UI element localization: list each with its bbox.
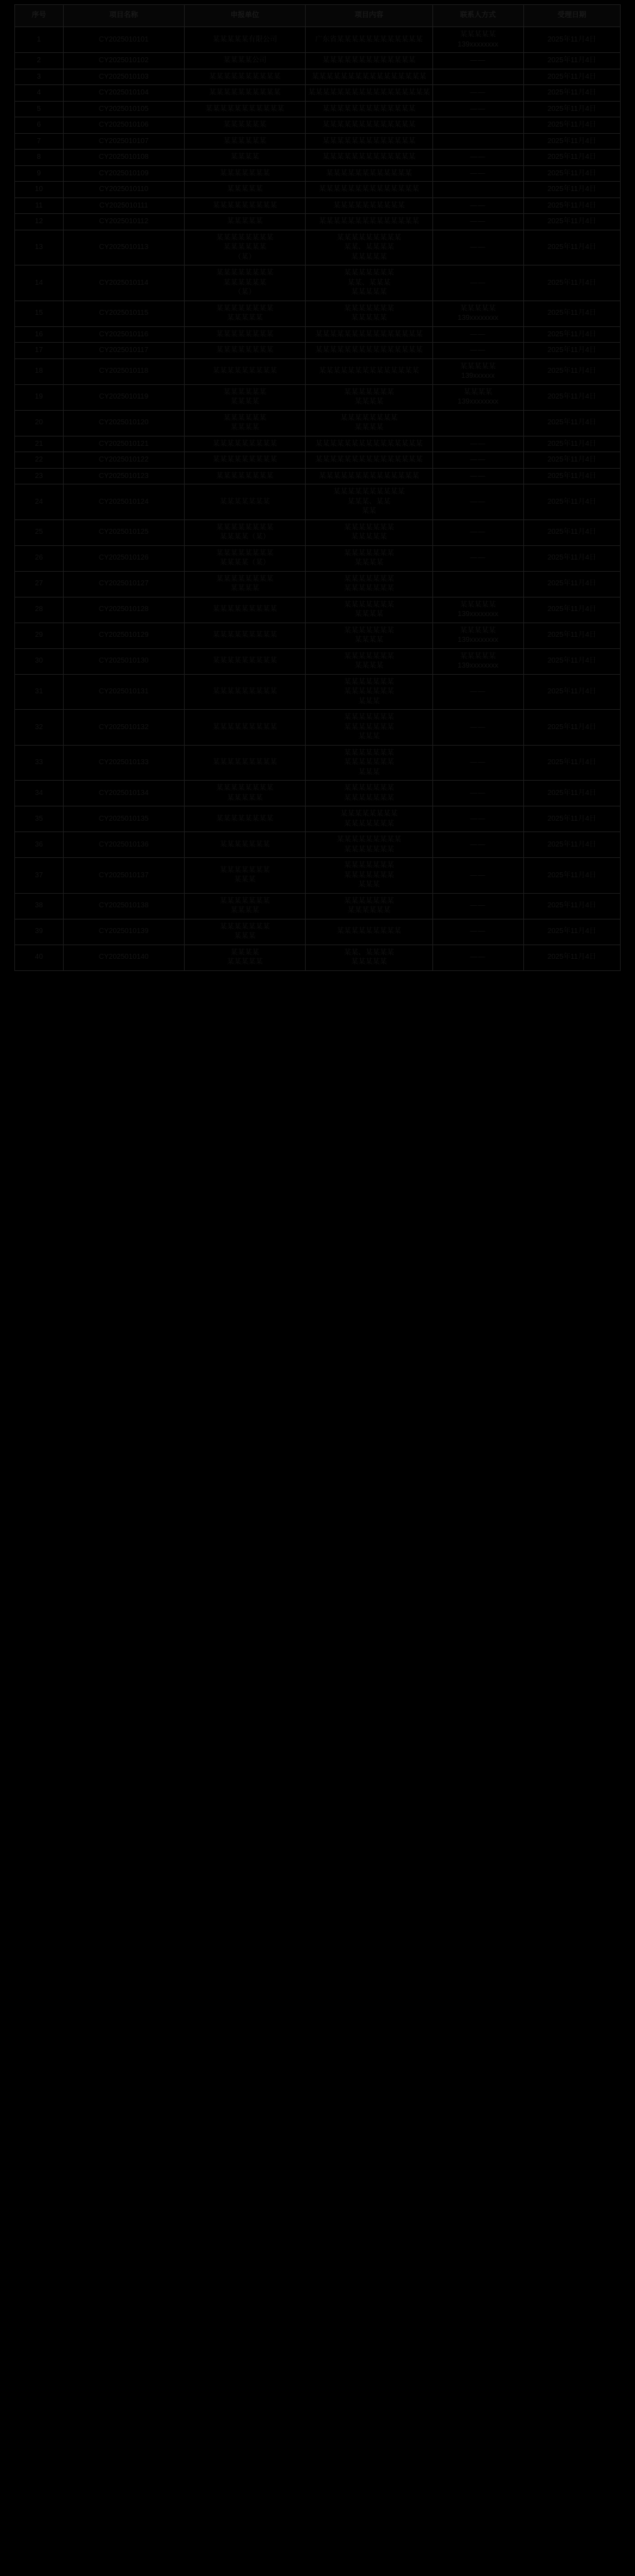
table-row — [15, 230, 621, 265]
cell-project-name: CY2025010113 — [63, 230, 184, 265]
cell-date: 2025年11月4日 — [523, 101, 620, 117]
cell-project-name: CY2025010128 — [63, 597, 184, 623]
cell-index: 8 — [15, 150, 64, 166]
cell-project-content: 广东省某某某某某某某某某某某某 — [306, 27, 433, 53]
cell-contact — [432, 117, 523, 134]
cell-date: 2025年11月4日 — [523, 384, 620, 410]
table-row — [15, 745, 621, 781]
cell-contact: —— — [432, 452, 523, 469]
cell-contact: —— — [432, 85, 523, 102]
cell-applicant: 某某某某某某某某某 — [184, 710, 305, 746]
table-row — [15, 597, 621, 623]
cell-project-content: 某某某某某某某某某某某某某 — [306, 53, 433, 69]
cell-project-content: 某某某某某某某某某某某某某某某 — [306, 326, 433, 343]
cell-contact: 某某某某某 139xxxxxxxx — [432, 623, 523, 648]
cell-date: 2025年11月4日 — [523, 945, 620, 970]
cell-date: 2025年11月4日 — [523, 468, 620, 484]
cell-project-name: CY2025010125 — [63, 519, 184, 545]
cell-index: 22 — [15, 452, 64, 469]
table-row — [15, 648, 621, 674]
cell-contact: —— — [432, 53, 523, 69]
cell-project-content: 某某某某某某某 某某某某某某 — [306, 893, 433, 919]
cell-date: 2025年11月4日 — [523, 781, 620, 806]
cell-contact: —— — [432, 326, 523, 343]
cell-contact: 某某某某某 139xxxxxxxx — [432, 648, 523, 674]
cell-contact: —— — [432, 806, 523, 832]
cell-date: 2025年11月4日 — [523, 117, 620, 134]
table-row — [15, 301, 621, 326]
cell-index: 19 — [15, 384, 64, 410]
table-row — [15, 452, 621, 469]
cell-index: 1 — [15, 27, 64, 53]
cell-project-content: 某某某某某某某某某某某某某 — [306, 150, 433, 166]
cell-contact: —— — [432, 214, 523, 230]
cell-index: 27 — [15, 571, 64, 597]
cell-contact: 某某某某某 139xxxxxxxx — [432, 597, 523, 623]
cell-applicant: 某某某某某某某某某 — [184, 358, 305, 384]
cell-project-content: 某某某某某某某 某某某某某某某 某某某 — [306, 858, 433, 894]
cell-index: 39 — [15, 919, 64, 945]
cell-date: 2025年11月4日 — [523, 150, 620, 166]
cell-applicant: 某某某某某某某某 某某某某某某 （某） — [184, 230, 305, 265]
cell-contact: —— — [432, 343, 523, 359]
table-row — [15, 214, 621, 230]
cell-date: 2025年11月4日 — [523, 358, 620, 384]
cell-project-name: CY2025010120 — [63, 410, 184, 436]
cell-contact — [432, 69, 523, 85]
cell-applicant: 某某某某某某某某 某某某某某 — [184, 781, 305, 806]
column-header-date: 受理日期 — [523, 5, 620, 27]
table-header — [15, 5, 621, 27]
cell-applicant: 某某某某某某某某 某某某某（某） — [184, 519, 305, 545]
cell-project-content: 某某某某某某某 某某某某某某某 — [306, 781, 433, 806]
cell-project-name: CY2025010104 — [63, 85, 184, 102]
table-row — [15, 27, 621, 53]
cell-project-name: CY2025010112 — [63, 214, 184, 230]
cell-applicant: 某某某某某某某 某某某 — [184, 919, 305, 945]
table-row — [15, 919, 621, 945]
table-row — [15, 117, 621, 134]
cell-date: 2025年11月4日 — [523, 484, 620, 520]
cell-project-name: CY2025010123 — [63, 468, 184, 484]
cell-index: 13 — [15, 230, 64, 265]
cell-index: 4 — [15, 85, 64, 102]
cell-contact: —— — [432, 945, 523, 970]
cell-date: 2025年11月4日 — [523, 597, 620, 623]
cell-applicant: 某某某某某某某某 — [184, 468, 305, 484]
cell-applicant: 某某某某某某某某某 — [184, 648, 305, 674]
cell-project-content: 某某某某某某某 某某某某 — [306, 384, 433, 410]
cell-contact: —— — [432, 150, 523, 166]
cell-project-content: 某某某某某某某某某某 某某某、某某 某某 — [306, 484, 433, 520]
cell-applicant: 某某某某某有限公司 — [184, 27, 305, 53]
cell-date: 2025年11月4日 — [523, 343, 620, 359]
cell-project-name: CY2025010116 — [63, 326, 184, 343]
cell-applicant: 某某某某 — [184, 150, 305, 166]
cell-contact: 某某某某某 139xxxxxxxx — [432, 301, 523, 326]
cell-index: 40 — [15, 945, 64, 970]
cell-applicant: 某某某某某某某某某 — [184, 674, 305, 710]
cell-contact: —— — [432, 101, 523, 117]
cell-applicant: 某某某某某某某某某 — [184, 623, 305, 648]
cell-index: 14 — [15, 265, 64, 301]
cell-project-content: 某某某某某某某 某某某某某 — [306, 519, 433, 545]
cell-project-name: CY2025010136 — [63, 832, 184, 858]
cell-index: 28 — [15, 597, 64, 623]
column-header-project-content: 项目内容 — [306, 5, 433, 27]
table-row — [15, 384, 621, 410]
cell-contact: —— — [432, 197, 523, 214]
cell-contact: —— — [432, 674, 523, 710]
records-table — [14, 4, 621, 971]
cell-project-name: CY2025010126 — [63, 545, 184, 571]
table-row — [15, 182, 621, 198]
bottom-fade — [0, 2490, 635, 2576]
cell-contact — [432, 182, 523, 198]
cell-contact — [432, 571, 523, 597]
cell-applicant: 某某某某某某某某 某某某某某某 （某） — [184, 265, 305, 301]
table-row — [15, 832, 621, 858]
cell-date: 2025年11月4日 — [523, 806, 620, 832]
cell-project-name: CY2025010101 — [63, 27, 184, 53]
cell-applicant: 某某某某某某某某某某 — [184, 85, 305, 102]
cell-index: 31 — [15, 674, 64, 710]
cell-index: 2 — [15, 53, 64, 69]
cell-date: 2025年11月4日 — [523, 893, 620, 919]
cell-applicant: 某某某某某某某 某某某 — [184, 858, 305, 894]
cell-date: 2025年11月4日 — [523, 545, 620, 571]
cell-date: 2025年11月4日 — [523, 623, 620, 648]
table-row — [15, 674, 621, 710]
cell-date: 2025年11月4日 — [523, 745, 620, 781]
table-row — [15, 945, 621, 970]
table-row — [15, 265, 621, 301]
cell-project-name: CY2025010102 — [63, 53, 184, 69]
cell-applicant: 某某某某某某某 — [184, 832, 305, 858]
cell-applicant: 某某某某某某 某某某某 — [184, 384, 305, 410]
cell-project-content: 某某某某某某某某某某某某某某某某 — [306, 69, 433, 85]
table-row — [15, 806, 621, 832]
cell-project-name: CY2025010121 — [63, 436, 184, 452]
cell-index: 36 — [15, 832, 64, 858]
cell-project-content: 某某某某某某某 某某某某某 — [306, 301, 433, 326]
table-row — [15, 326, 621, 343]
cell-index: 25 — [15, 519, 64, 545]
cell-project-content: 某某某某某某某某某某某某某 — [306, 117, 433, 134]
column-header-contact: 联系人方式 — [432, 5, 523, 27]
cell-date: 2025年11月4日 — [523, 452, 620, 469]
cell-project-content: 某某某某某某某 某某某某 — [306, 597, 433, 623]
cell-applicant: 某某某某某某某某 某某某某 — [184, 571, 305, 597]
table-row — [15, 165, 621, 182]
cell-applicant: 某某某某某某某某某 — [184, 197, 305, 214]
cell-project-name: CY2025010129 — [63, 623, 184, 648]
cell-project-name: CY2025010117 — [63, 343, 184, 359]
cell-project-name: CY2025010119 — [63, 384, 184, 410]
table-row — [15, 133, 621, 150]
cell-applicant: 某某某某某某某 — [184, 484, 305, 520]
cell-applicant: 某某某某某 — [184, 214, 305, 230]
cell-contact: —— — [432, 781, 523, 806]
cell-index: 35 — [15, 806, 64, 832]
cell-applicant: 某某某某某某 — [184, 133, 305, 150]
cell-date: 2025年11月4日 — [523, 410, 620, 436]
cell-project-name: CY2025010134 — [63, 781, 184, 806]
cell-project-name: CY2025010137 — [63, 858, 184, 894]
cell-project-content: 某某某某某某某 某某某某某某某 某某某 — [306, 674, 433, 710]
cell-project-content: 某某某某某某某某某 某某、某某某某 某某某某某 — [306, 230, 433, 265]
cell-contact: —— — [432, 745, 523, 781]
cell-project-name: CY2025010133 — [63, 745, 184, 781]
cell-date: 2025年11月4日 — [523, 230, 620, 265]
cell-project-name: CY2025010138 — [63, 893, 184, 919]
cell-contact: —— — [432, 858, 523, 894]
cell-date: 2025年11月4日 — [523, 165, 620, 182]
cell-index: 23 — [15, 468, 64, 484]
cell-project-content: 某某某某某某某某某某某某某某 — [306, 468, 433, 484]
cell-project-content: 某某某某某某某某某某某某某某某某某 — [306, 85, 433, 102]
cell-project-content: 某某某某某某某 某某某某某某某 某某某 — [306, 710, 433, 746]
cell-contact: —— — [432, 919, 523, 945]
cell-applicant: 某某某某某某某某某 — [184, 597, 305, 623]
cell-project-content: 某某某某某某某某某某某某某某某 — [306, 343, 433, 359]
cell-date: 2025年11月4日 — [523, 571, 620, 597]
table-row — [15, 358, 621, 384]
cell-applicant: 某某某某某某 — [184, 117, 305, 134]
cell-project-content: 某某、某某某某 某某某某某 — [306, 945, 433, 970]
cell-contact: —— — [432, 893, 523, 919]
cell-date: 2025年11月4日 — [523, 436, 620, 452]
cell-project-content: 某某某某某某某某某某某某某 — [306, 133, 433, 150]
cell-date: 2025年11月4日 — [523, 832, 620, 858]
table-row — [15, 710, 621, 746]
cell-index: 32 — [15, 710, 64, 746]
cell-contact: —— — [432, 468, 523, 484]
cell-contact: —— — [432, 710, 523, 746]
cell-index: 11 — [15, 197, 64, 214]
cell-applicant: 某某某某某某某某某 — [184, 452, 305, 469]
cell-applicant: 某某某某某某某某 — [184, 343, 305, 359]
cell-project-name: CY2025010139 — [63, 919, 184, 945]
cell-project-name: CY2025010106 — [63, 117, 184, 134]
cell-contact — [432, 133, 523, 150]
cell-applicant: 某某某某某某 某某某某 — [184, 410, 305, 436]
cell-project-content: 某某某某某某某某某某某某 — [306, 165, 433, 182]
cell-applicant: 某某某某某某某 某某某某 — [184, 893, 305, 919]
cell-index: 30 — [15, 648, 64, 674]
cell-contact: 某某某某 139xxxxxxxx — [432, 384, 523, 410]
table-row — [15, 545, 621, 571]
cell-date: 2025年11月4日 — [523, 197, 620, 214]
cell-project-name: CY2025010135 — [63, 806, 184, 832]
cell-project-name: CY2025010109 — [63, 165, 184, 182]
table-row — [15, 150, 621, 166]
column-header-index: 序号 — [15, 5, 64, 27]
cell-project-name: CY2025010122 — [63, 452, 184, 469]
cell-index: 21 — [15, 436, 64, 452]
cell-date: 2025年11月4日 — [523, 858, 620, 894]
cell-applicant: 某某某某某某某某 — [184, 806, 305, 832]
cell-date: 2025年11月4日 — [523, 710, 620, 746]
cell-applicant: 某某某某某某某某 某某某某某 — [184, 301, 305, 326]
cell-project-content: 某某某某某某某 某某某某 — [306, 545, 433, 571]
cell-project-content: 某某某某某某某某 某某某某 — [306, 410, 433, 436]
cell-project-name: CY2025010127 — [63, 571, 184, 597]
cell-date: 2025年11月4日 — [523, 27, 620, 53]
cell-project-content: 某某某某某某某某某某某某某某某 — [306, 452, 433, 469]
table-row — [15, 410, 621, 436]
cell-project-name: CY2025010108 — [63, 150, 184, 166]
cell-date: 2025年11月4日 — [523, 182, 620, 198]
cell-contact: —— — [432, 484, 523, 520]
cell-index: 37 — [15, 858, 64, 894]
cell-date: 2025年11月4日 — [523, 648, 620, 674]
table-row — [15, 85, 621, 102]
table-row — [15, 623, 621, 648]
column-header-applicant: 申报单位 — [184, 5, 305, 27]
cell-date: 2025年11月4日 — [523, 69, 620, 85]
table-row — [15, 197, 621, 214]
cell-contact: —— — [432, 519, 523, 545]
table-row — [15, 893, 621, 919]
cell-applicant: 某某某某某某某某某某 — [184, 69, 305, 85]
cell-applicant: 某某某某 某某某某某 — [184, 945, 305, 970]
table-row — [15, 571, 621, 597]
cell-index: 33 — [15, 745, 64, 781]
cell-contact: —— — [432, 545, 523, 571]
cell-contact — [432, 410, 523, 436]
cell-date: 2025年11月4日 — [523, 326, 620, 343]
cell-index: 7 — [15, 133, 64, 150]
table-row — [15, 468, 621, 484]
cell-project-content: 某某某某某某某 某某某某某某某 — [306, 571, 433, 597]
cell-index: 9 — [15, 165, 64, 182]
cell-date: 2025年11月4日 — [523, 85, 620, 102]
cell-index: 15 — [15, 301, 64, 326]
cell-project-name: CY2025010114 — [63, 265, 184, 301]
cell-project-name: CY2025010107 — [63, 133, 184, 150]
cell-applicant: 某某某某某 — [184, 182, 305, 198]
table-body — [15, 27, 621, 971]
cell-project-content: 某某某某某某某某某某 — [306, 197, 433, 214]
cell-project-content: 某某某某某某某某某某某某某某某 — [306, 436, 433, 452]
cell-project-content: 某某某某某某某某某 某某某某某某某 — [306, 832, 433, 858]
cell-index: 17 — [15, 343, 64, 359]
cell-contact: —— — [432, 436, 523, 452]
cell-project-name: CY2025010140 — [63, 945, 184, 970]
table-row — [15, 343, 621, 359]
cell-index: 6 — [15, 117, 64, 134]
cell-project-content: 某某某某某某某某某某某某某某 — [306, 214, 433, 230]
cell-date: 2025年11月4日 — [523, 674, 620, 710]
cell-contact: —— — [432, 165, 523, 182]
cell-applicant: 某某某某公司 — [184, 53, 305, 69]
cell-project-name: CY2025010105 — [63, 101, 184, 117]
cell-index: 26 — [15, 545, 64, 571]
cell-project-name: CY2025010131 — [63, 674, 184, 710]
table-row — [15, 484, 621, 520]
cell-project-name: CY2025010130 — [63, 648, 184, 674]
cell-date: 2025年11月4日 — [523, 133, 620, 150]
cell-project-content: 某某某某某某某某某某某某某某 — [306, 358, 433, 384]
cell-project-content: 某某某某某某某某 某某某某某某某 — [306, 806, 433, 832]
table-row — [15, 69, 621, 85]
cell-date: 2025年11月4日 — [523, 519, 620, 545]
cell-index: 12 — [15, 214, 64, 230]
cell-project-name: CY2025010110 — [63, 182, 184, 198]
header-row — [15, 5, 621, 27]
cell-project-name: CY2025010111 — [63, 197, 184, 214]
cell-index: 16 — [15, 326, 64, 343]
cell-project-content: 某某某某某某某 某某某某 — [306, 623, 433, 648]
cell-applicant: 某某某某某某某某某某某 — [184, 101, 305, 117]
table-row — [15, 53, 621, 69]
cell-project-name: CY2025010118 — [63, 358, 184, 384]
cell-contact: —— — [432, 832, 523, 858]
cell-index: 24 — [15, 484, 64, 520]
cell-index: 18 — [15, 358, 64, 384]
table-row — [15, 519, 621, 545]
cell-index: 5 — [15, 101, 64, 117]
cell-index: 29 — [15, 623, 64, 648]
cell-contact: 某某某某某 139xxxxxxxx — [432, 27, 523, 53]
cell-project-content: 某某某某某某某某某某某某某 — [306, 101, 433, 117]
cell-project-name: CY2025010115 — [63, 301, 184, 326]
cell-contact: —— — [432, 230, 523, 265]
cell-project-name: CY2025010103 — [63, 69, 184, 85]
cell-applicant: 某某某某某某某某某 — [184, 745, 305, 781]
cell-index: 38 — [15, 893, 64, 919]
cell-project-content: 某某某某某某某 某某某某某某某 某某某 — [306, 745, 433, 781]
cell-date: 2025年11月4日 — [523, 214, 620, 230]
cell-applicant: 某某某某某某某 — [184, 165, 305, 182]
cell-applicant: 某某某某某某某某 某某某某（某） — [184, 545, 305, 571]
cell-date: 2025年11月4日 — [523, 919, 620, 945]
cell-index: 20 — [15, 410, 64, 436]
table-row — [15, 436, 621, 452]
cell-project-content: 某某某某某某某某某 — [306, 919, 433, 945]
cell-date: 2025年11月4日 — [523, 265, 620, 301]
cell-project-content: 某某某某某某某 某某、某某某 某某某某某 — [306, 265, 433, 301]
cell-index: 3 — [15, 69, 64, 85]
table-row — [15, 858, 621, 894]
cell-applicant: 某某某某某某某某 — [184, 326, 305, 343]
table-row — [15, 781, 621, 806]
cell-project-content: 某某某某某某某某某某某某某某 — [306, 182, 433, 198]
cell-applicant: 某某某某某某某某某 — [184, 436, 305, 452]
cell-date: 2025年11月4日 — [523, 301, 620, 326]
column-header-project-name: 项目名称 — [63, 5, 184, 27]
cell-project-name: CY2025010132 — [63, 710, 184, 746]
cell-project-name: CY2025010124 — [63, 484, 184, 520]
cell-contact: 某某某某某 139xxxxxx — [432, 358, 523, 384]
cell-date: 2025年11月4日 — [523, 53, 620, 69]
cell-index: 34 — [15, 781, 64, 806]
cell-contact: —— — [432, 265, 523, 301]
table-row — [15, 101, 621, 117]
cell-index: 10 — [15, 182, 64, 198]
cell-project-content: 某某某某某某某 某某某某 — [306, 648, 433, 674]
